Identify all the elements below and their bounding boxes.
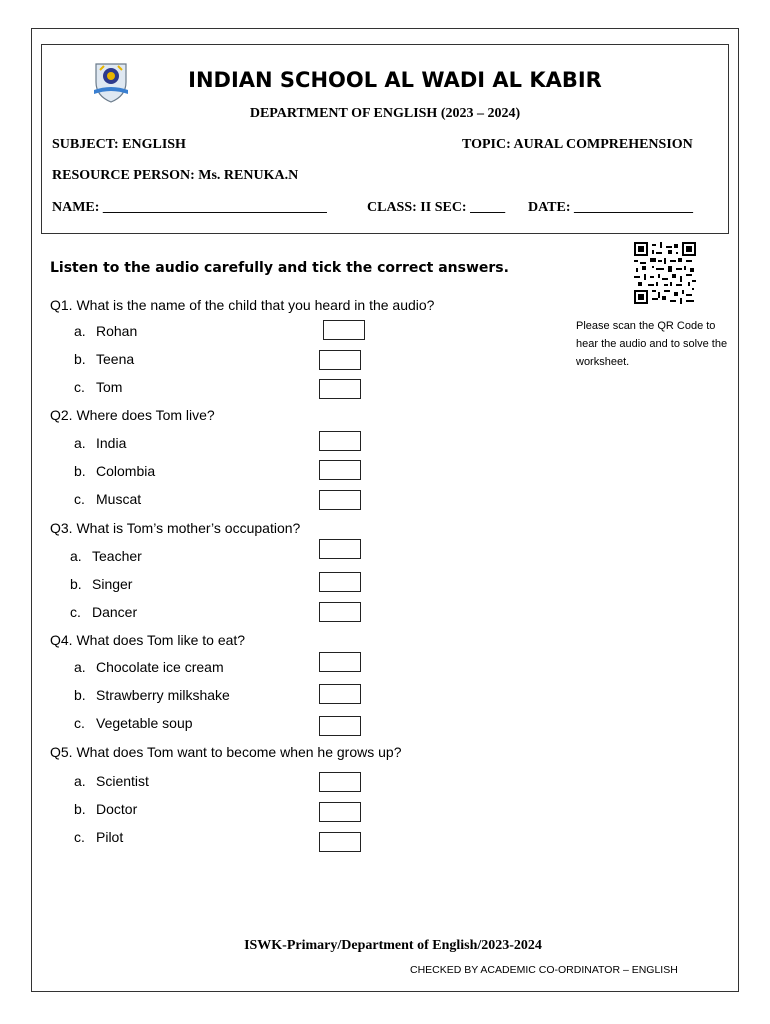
- option-5b: b. Doctor: [74, 801, 138, 817]
- answer-checkbox-5b[interactable]: [319, 802, 361, 822]
- footer-department: ISWK-Primary/Department of English/2023-2024: [244, 938, 542, 953]
- footer-checked-by: CHECKED BY ACADEMIC CO-ORDINATOR – ENGLISH: [410, 964, 678, 976]
- option-4c: c. Vegetable soup: [74, 715, 193, 731]
- answer-checkbox-3c[interactable]: [319, 602, 361, 622]
- question-1: Q1. What is the name of the child that you heard in the audio?: [50, 297, 435, 313]
- option-1b: b. Teena: [74, 351, 135, 367]
- answer-checkbox-1a[interactable]: [323, 320, 365, 340]
- answer-checkbox-1c[interactable]: [319, 379, 361, 399]
- answer-checkbox-5a[interactable]: [319, 772, 361, 792]
- qr-code-icon[interactable]: [634, 242, 696, 304]
- resource-person-label: RESOURCE PERSON: Ms. RENUKA.N: [52, 168, 299, 183]
- answer-checkbox-1b[interactable]: [319, 350, 361, 370]
- option-2c: c. Muscat: [74, 491, 142, 507]
- answer-checkbox-3a[interactable]: [319, 539, 361, 559]
- answer-checkbox-4a[interactable]: [319, 652, 361, 672]
- option-5a: a. Scientist: [74, 773, 149, 789]
- question-2: Q2. Where does Tom live?: [50, 407, 215, 423]
- option-3b: b. Singer: [70, 576, 133, 592]
- answer-checkbox-4c[interactable]: [319, 716, 361, 736]
- date-field[interactable]: DATE: _________________: [528, 200, 694, 215]
- question-3: Q3. What is Tom’s mother’s occupation?: [50, 520, 301, 536]
- answer-checkbox-5c[interactable]: [319, 832, 361, 852]
- option-4a: a. Chocolate ice cream: [74, 659, 224, 675]
- class-field[interactable]: CLASS: II SEC: _____: [367, 200, 506, 215]
- instructions: Listen to the audio carefully and tick the correct answers.: [50, 260, 509, 276]
- answer-checkbox-2b[interactable]: [319, 460, 361, 480]
- option-2b: b. Colombia: [74, 463, 156, 479]
- question-5: Q5. What does Tom want to become when he grows up?: [50, 744, 402, 760]
- answer-checkbox-2c[interactable]: [319, 490, 361, 510]
- answer-checkbox-2a[interactable]: [319, 431, 361, 451]
- question-4: Q4. What does Tom like to eat?: [50, 632, 246, 648]
- option-1a: a. Rohan: [74, 323, 138, 339]
- option-5c: c. Pilot: [74, 829, 124, 845]
- option-3c: c. Dancer: [70, 604, 138, 620]
- answer-checkbox-4b[interactable]: [319, 684, 361, 704]
- subject-label: SUBJECT: ENGLISH: [52, 137, 186, 152]
- qr-note: Please scan the QR Code to hear the audio and to solve the worksheet.: [576, 320, 728, 368]
- option-4b: b. Strawberry milkshake: [74, 687, 230, 703]
- option-3a: a. Teacher: [70, 548, 142, 564]
- answer-checkbox-3b[interactable]: [319, 572, 361, 592]
- department-title: DEPARTMENT OF ENGLISH (2023 – 2024): [249, 106, 521, 121]
- topic-label: TOPIC: AURAL COMPREHENSION: [462, 137, 693, 152]
- school-name: INDIAN SCHOOL AL WADI AL KABIR: [188, 68, 602, 92]
- option-1c: c. Tom: [74, 379, 123, 395]
- option-2a: a. India: [74, 435, 127, 451]
- name-field[interactable]: NAME: ________________________________: [52, 200, 327, 215]
